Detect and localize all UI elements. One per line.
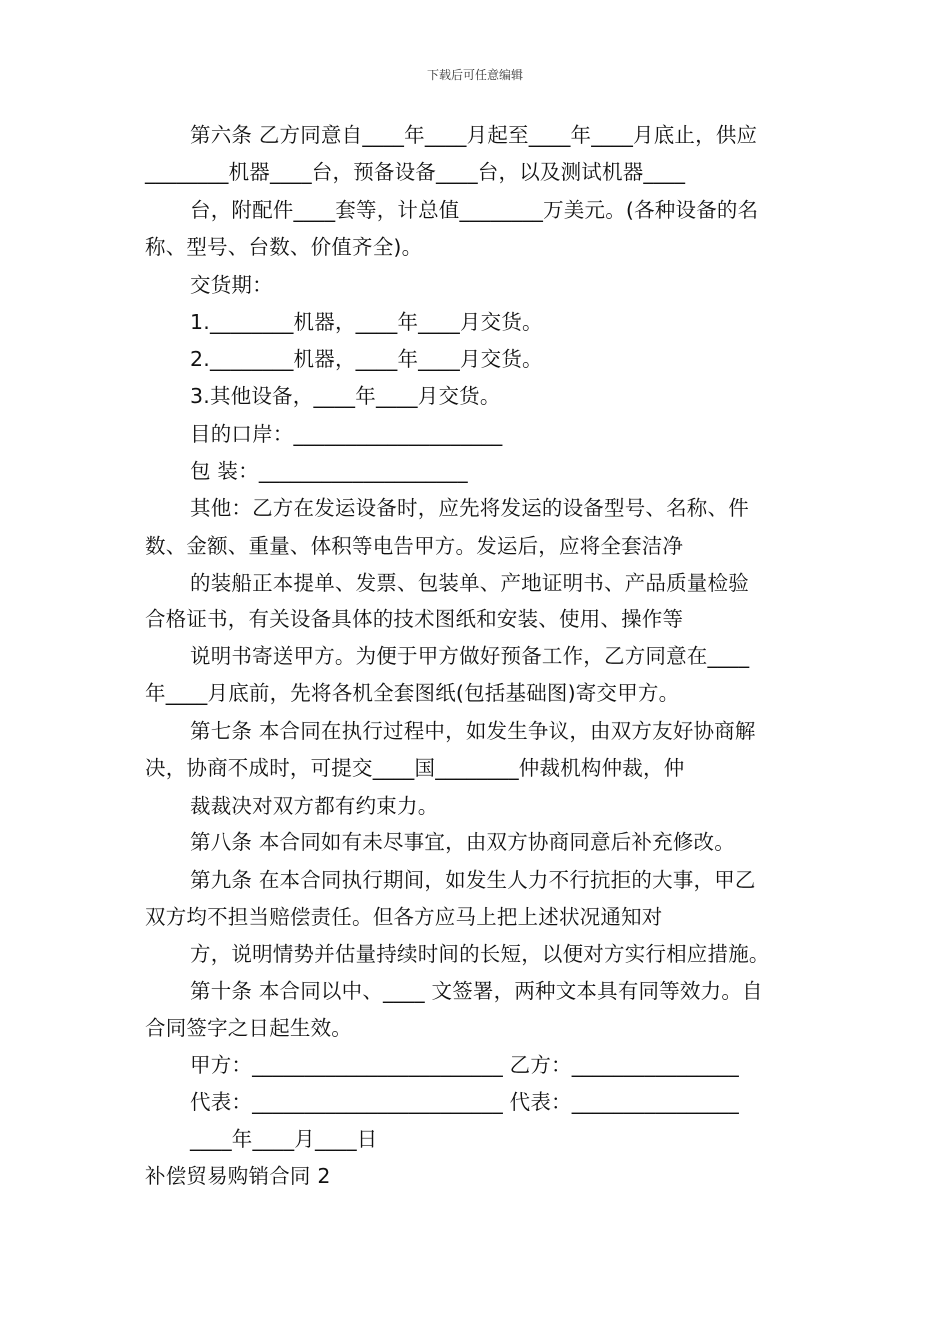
other-line-3: 的装船正本提单、发票、包装单、产地证明书、产品质量检验	[190, 571, 749, 595]
other-line-6: 年____月底前，先将各机全套图纸(包括基础图)寄交甲方。	[145, 681, 680, 705]
clause-7-line-3: 裁裁决对双方都有约束力。	[190, 794, 439, 818]
clause-8: 第八条 本合同如有未尽事宜，由双方协商同意后补充修改。	[190, 830, 735, 854]
clause-6-line-3: 台，附配件____套等，计总值________万美元。(各种设备的名	[190, 198, 759, 222]
clause-6-line-4: 称、型号、台数、价值齐全)。	[145, 235, 423, 259]
clause-9-line-2: 双方均不担当赔偿责任。但各方应马上把上述状况通知对	[145, 905, 663, 929]
other-line-4: 合格证书，有关设备具体的技术图纸和安装、使用、操作等	[145, 607, 684, 631]
delivery-item-3: 3.其他设备，____年____月交货。	[190, 384, 501, 408]
clause-9-line-3: 方，说明情势并估量持续时间的长短，以便对方实行相应措施。	[190, 942, 770, 966]
clause-7-line-2: 决，协商不成时，可提交____国________仲裁机构仲裁，仲	[145, 756, 685, 780]
signature-parties: 甲方：________________________ 乙方：________________	[190, 1053, 739, 1077]
clause-10-line-1: 第十条 本合同以中、____ 文签署，两种文本具有同等效力。自	[190, 979, 763, 1003]
next-document-title: 补偿贸易购销合同 2	[145, 1164, 331, 1188]
clause-10-line-2: 合同签字之日起生效。	[145, 1016, 352, 1040]
clause-6-line-2: ________机器____台，预备设备____台，以及测试机器____	[145, 160, 686, 184]
signature-representatives: 代表：________________________ 代表：________________	[190, 1090, 739, 1114]
clause-7-line-1: 第七条 本合同在执行过程中，如发生争议，由双方友好协商解	[190, 719, 756, 743]
packaging: 包 装：____________________	[190, 459, 468, 483]
delivery-item-1: 1.________机器，____年____月交货。	[190, 310, 543, 334]
delivery-item-2: 2.________机器，____年____月交货。	[190, 347, 543, 371]
clause-9-line-1: 第九条 在本合同执行期间，如发生人力不行抗拒的大事，甲乙	[190, 868, 756, 892]
delivery-heading: 交货期：	[190, 273, 273, 297]
other-line-2: 数、金额、重量、体积等电告甲方。发运后，应将全套洁净	[145, 534, 684, 558]
destination-port: 目的口岸：____________________	[190, 422, 503, 446]
signature-date: ____年____月____日	[190, 1127, 378, 1151]
other-line-1: 其他：乙方在发运设备时，应先将发运的设备型号、名称、件	[190, 496, 749, 520]
other-line-5: 说明书寄送甲方。为便于甲方做好预备工作，乙方同意在____	[190, 644, 750, 668]
clause-6-line-1: 第六条 乙方同意自____年____月起至____年____月底止，供应	[190, 123, 758, 147]
page-header: 下载后可任意编辑	[426, 68, 523, 82]
